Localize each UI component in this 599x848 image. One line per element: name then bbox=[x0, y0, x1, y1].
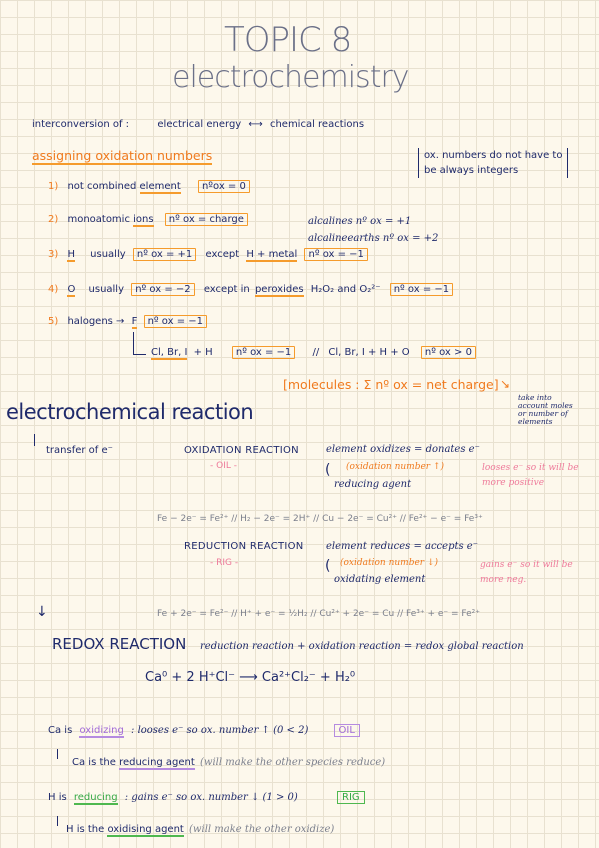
halogen-sep: // bbox=[312, 347, 320, 358]
reduction-examples: Fe + 2e⁻ = Fe²⁻ // H⁺ + e⁻ = ½H₂ // Cu²⁺ + 2e⁻ = Cu // Fe³⁺ + e⁻ = Fe²⁺ bbox=[157, 609, 480, 619]
oxidation-side: looses e⁻ so it will be more positive bbox=[482, 463, 579, 488]
ca-agent-note: (will make the other species reduce) bbox=[200, 757, 386, 768]
intro-label: interconversion of : bbox=[32, 119, 130, 130]
note-line2: be always integers bbox=[424, 165, 519, 176]
rule-text: not combined bbox=[67, 181, 137, 192]
note-line1: ox. numbers do not have to bbox=[424, 150, 563, 161]
oxidation-mnemonic: - OIL - bbox=[210, 461, 237, 471]
h-branch-arrow bbox=[57, 816, 62, 826]
oxidation-brace: ( bbox=[325, 462, 331, 478]
ca-line bbox=[48, 725, 360, 736]
rule-keyword: H bbox=[67, 249, 75, 260]
transfer-text: transfer of e⁻ bbox=[46, 445, 113, 456]
redox-heading-text: REDOX REACTION bbox=[52, 635, 187, 653]
intro-arrow: ⟷ bbox=[248, 119, 263, 130]
rule-text: monoatomic bbox=[67, 214, 130, 225]
reduction-mnemonic: - RIG - bbox=[210, 558, 239, 568]
rule-keyword: O bbox=[67, 284, 76, 295]
h-agent-text: H is the bbox=[66, 824, 105, 835]
rule-box: nº ox = −1 bbox=[144, 315, 207, 328]
rule-box2: nº ox = −1 bbox=[390, 283, 453, 296]
reduction-desc: element reduces = accepts e⁻ bbox=[326, 541, 479, 552]
ca-label: Ca is bbox=[48, 725, 73, 736]
rule-except: except bbox=[205, 249, 240, 260]
rule-keyword: ions bbox=[133, 214, 154, 225]
rule-5 bbox=[48, 316, 207, 327]
halogen-box: nº ox = −1 bbox=[232, 346, 295, 359]
redox-equation: Ca⁰ + 2 H⁺Cl⁻ ⟶ Ca²⁺Cl₂⁻ + H₂⁰ bbox=[145, 670, 356, 685]
rule-num: 1) bbox=[48, 181, 59, 192]
oil-tag: OIL bbox=[334, 724, 360, 737]
reduction-title-text: REDUCTION REACTION bbox=[184, 541, 304, 552]
rule-2-extra1: alcalines nº ox = +1 bbox=[308, 216, 412, 227]
rule-4 bbox=[48, 284, 453, 295]
oxidation-sub1: (oxidation number ↑) bbox=[346, 462, 445, 472]
page-subtitle: electrochemistry bbox=[172, 60, 409, 95]
oxidation-sub2: reducing agent bbox=[334, 479, 412, 490]
oxidation-title-text: OXIDATION REACTION bbox=[184, 445, 299, 456]
rule-except: except in bbox=[203, 284, 250, 295]
page-title: TOPIC 8 bbox=[224, 20, 352, 60]
halogen-plus: + H bbox=[193, 347, 213, 358]
rule-3 bbox=[48, 249, 368, 260]
section1-heading: assigning oxidation numbers bbox=[32, 148, 213, 163]
section2-heading: electrochemical reaction bbox=[6, 400, 254, 424]
rule-2-extra2: alcalineearths nº ox = +2 bbox=[308, 233, 439, 244]
rule-text: halogens → bbox=[67, 316, 125, 327]
rule-box: nº ox = +1 bbox=[133, 248, 196, 261]
molecules-rule: [molecules : Σ nº ox = net charge] bbox=[283, 377, 499, 392]
rule-num: 2) bbox=[48, 214, 59, 225]
h-agent-keyword: oxidising agent bbox=[107, 824, 184, 835]
redox-definition: reduction reaction + oxidation reaction = redox global reaction bbox=[200, 641, 524, 652]
halogen-line bbox=[151, 347, 476, 358]
reduction-title bbox=[184, 541, 304, 552]
intro-left: electrical energy bbox=[157, 119, 242, 130]
rule-2 bbox=[48, 214, 248, 225]
ca-agent-text: Ca is the bbox=[72, 757, 116, 768]
reduction-sub2: oxidating element bbox=[334, 574, 426, 585]
h-agent-note: (will make the other oxidize) bbox=[189, 824, 335, 835]
transfer-arrow bbox=[34, 434, 41, 446]
rule-keyword: F bbox=[131, 316, 138, 327]
rule-box: nºox = 0 bbox=[198, 180, 250, 193]
h-agent bbox=[66, 824, 334, 835]
rule-box2: nº ox = −1 bbox=[304, 248, 367, 261]
oxidation-title bbox=[184, 445, 299, 456]
h-label: H is bbox=[48, 792, 67, 803]
oxidation-desc: element oxidizes = donates e⁻ bbox=[326, 444, 480, 455]
rule-num: 4) bbox=[48, 284, 59, 295]
h-keyword: reducing bbox=[73, 792, 118, 803]
rule-text: usually bbox=[88, 284, 125, 295]
rule-keyword2: peroxides bbox=[254, 284, 304, 295]
rule-text: usually bbox=[90, 249, 126, 260]
molecules-arrow: ↘ bbox=[500, 377, 511, 391]
halogen-species: Cl, Br, I bbox=[151, 347, 188, 358]
rule-formula: H₂O₂ and O₂²⁻ bbox=[310, 284, 381, 295]
section1-note bbox=[418, 148, 568, 178]
intro-right: chemical reactions bbox=[269, 119, 365, 130]
halogen-species2: Cl, Br, I + H + O bbox=[328, 347, 410, 358]
reduction-side: gains e⁻ so it will be more neg. bbox=[480, 560, 573, 585]
ca-rest: : looses e⁻ so ox. number ↑ (0 < 2) bbox=[131, 725, 309, 736]
rule-num: 3) bbox=[48, 249, 59, 260]
h-rest: : gains e⁻ so ox. number ↓ (1 > 0) bbox=[124, 792, 298, 803]
reduction-sub1: (oxidation number ↓) bbox=[340, 558, 439, 568]
ca-agent-keyword: reducing agent bbox=[119, 757, 195, 768]
rule-1 bbox=[48, 181, 250, 192]
rule-keyword: element bbox=[139, 181, 181, 192]
h-line bbox=[48, 792, 365, 803]
rule-box: nº ox = −2 bbox=[131, 283, 194, 296]
ca-keyword: oxidizing bbox=[79, 725, 124, 736]
rig-tag: RIG bbox=[337, 791, 365, 804]
rule-box: nº ox = charge bbox=[165, 213, 248, 226]
rule-keyword2: H + metal bbox=[246, 249, 298, 260]
ca-branch-arrow bbox=[57, 749, 62, 759]
molecules-note: take into account moles or number of elements bbox=[518, 393, 573, 426]
rule-num: 5) bbox=[48, 316, 59, 327]
down-arrow: ↓ bbox=[36, 604, 48, 620]
halogen-branch-arrow bbox=[133, 332, 146, 355]
oxidation-examples: Fe − 2e⁻ = Fe²⁺ // H₂ − 2e⁻ = 2H⁺ // Cu − 2e⁻ = Cu²⁺ // Fe²⁺ − e⁻ = Fe³⁺ bbox=[157, 514, 483, 524]
intro-line bbox=[32, 119, 364, 130]
halogen-box2: nº ox > 0 bbox=[421, 346, 476, 359]
reduction-brace: ( bbox=[325, 558, 331, 574]
ca-agent bbox=[72, 757, 385, 768]
redox-heading bbox=[52, 635, 186, 653]
